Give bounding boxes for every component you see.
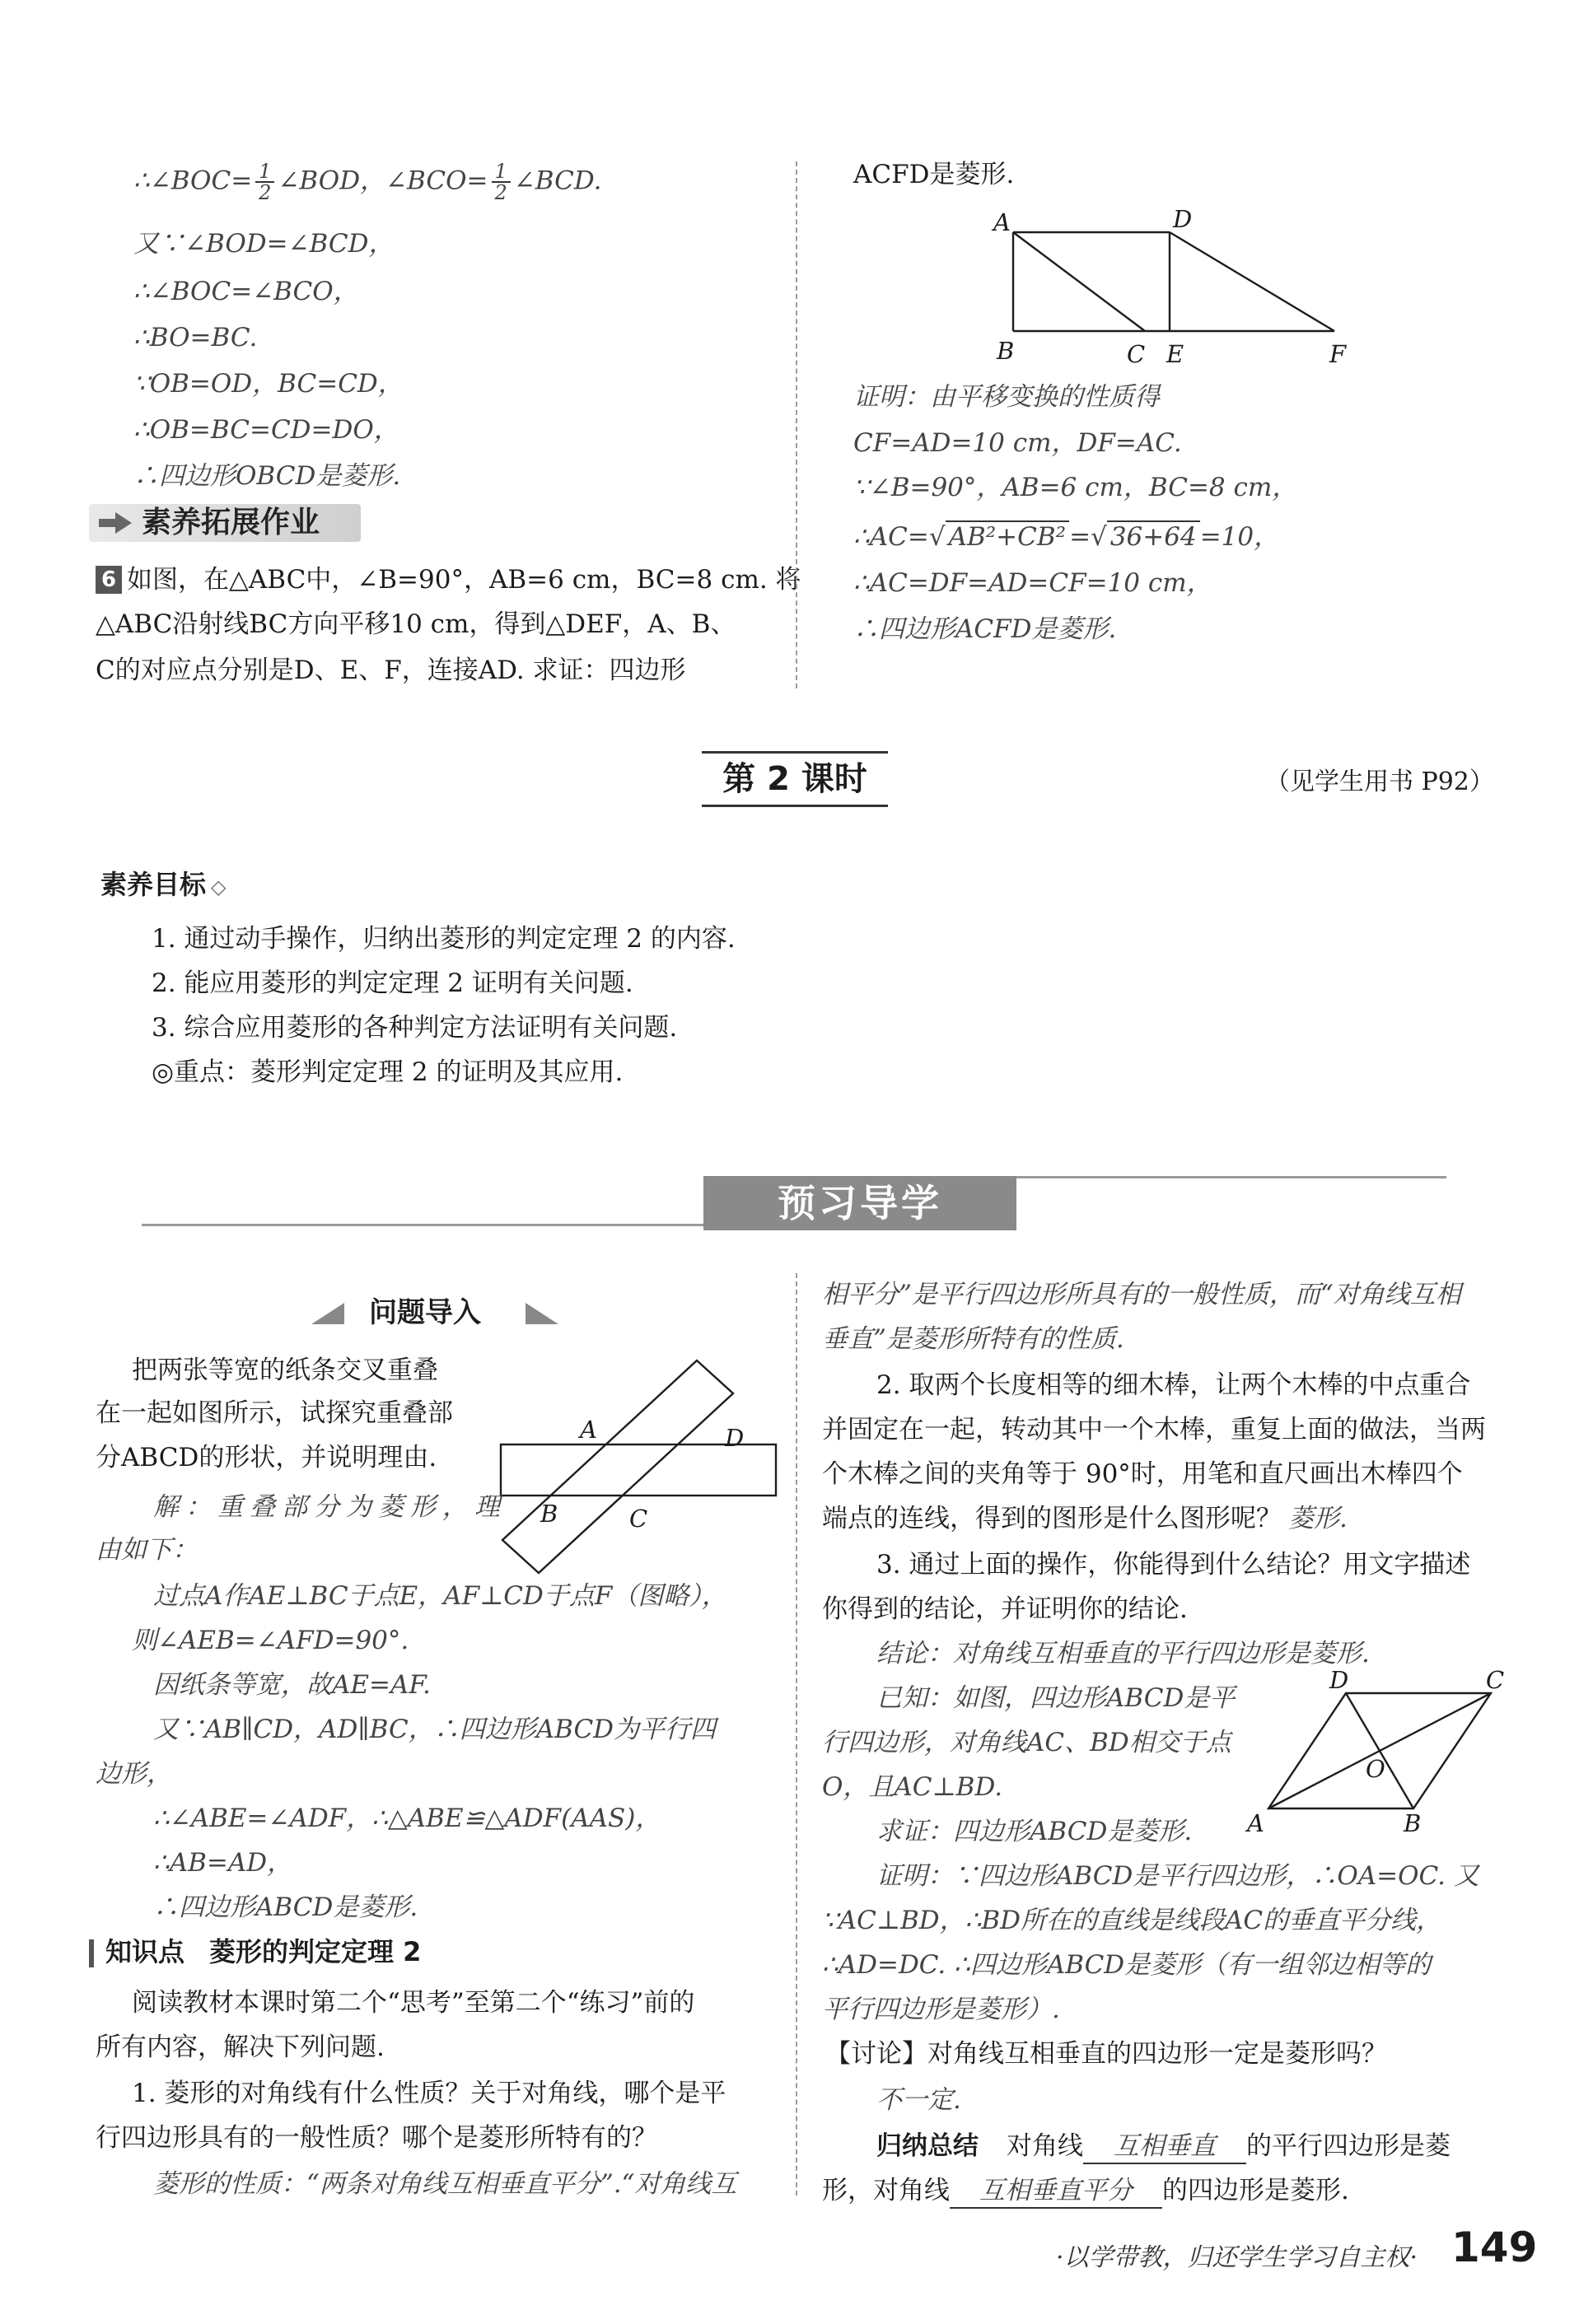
proof-text: ∠BOD，∠BCO=	[278, 166, 488, 196]
proof-line: ∴AC=DF=AD=CF=10 cm，	[853, 568, 1212, 598]
fraction-numerator: 1	[492, 161, 511, 183]
given-line: O，且AC⊥BD.	[822, 1772, 1003, 1802]
goal-item: 3. 综合应用菱形的各种判定方法证明有关问题.	[152, 1013, 678, 1043]
summary-text: 的平行四边形是菱	[1246, 2131, 1451, 2161]
knowledge-line: 所有内容，解决下列问题.	[96, 2032, 385, 2062]
goal-key-point: ◎重点：菱形判定定理 2 的证明及其应用.	[152, 1057, 624, 1087]
strip-label-d: D	[725, 1424, 745, 1452]
q2-line: 并固定在一起，转动其中一个木棒，重复上面的做法，当两	[822, 1415, 1486, 1444]
rc-proof-line: 平行四边形是菱形）.	[822, 1995, 1060, 2024]
q2-answer: 菱形.	[1288, 1504, 1348, 1533]
para-label-d: D	[1329, 1670, 1349, 1694]
diamond-icon: ◇	[211, 875, 227, 898]
proof-line: ∴BO=BC.	[133, 323, 258, 352]
intro-title: 问题导入	[369, 1296, 481, 1329]
preview-rule-right	[1016, 1176, 1446, 1178]
q2-text: 端点的连线，得到的图形是什么图形呢？	[822, 1504, 1282, 1533]
vertex-label-f: F	[1329, 340, 1347, 368]
proof-line: ∴∠BOC=∠BCO，	[133, 277, 359, 306]
proof-text: ∠BCD.	[513, 166, 602, 196]
knowledge-label: 知识点	[105, 1936, 185, 1967]
solution-line: 过点A作AE⊥BC于点E，AF⊥CD于点F（图略），	[153, 1581, 727, 1611]
footer-motto: ·以学带教，归还学生学习自主权·	[1056, 2243, 1418, 2272]
summary-text: 的四边形是菱形.	[1162, 2176, 1349, 2205]
lesson-reference: （见学生用书 P92）	[1265, 768, 1494, 796]
header-bar	[89, 1939, 94, 1967]
prove-line: 求证：四边形ABCD是菱形.	[876, 1817, 1193, 1846]
solution-line: 边形，	[96, 1759, 172, 1789]
strip-label-a: A	[580, 1416, 597, 1444]
discuss-line: 【讨论】对角线互相垂直的四边形一定是菱形吗？	[825, 2039, 1387, 2069]
fill-blank-1: 互相垂直	[1083, 2130, 1246, 2164]
page-number: 149	[1451, 2224, 1538, 2271]
solution-line: 又∵AB∥CD，AD∥BC，∴四边形ABCD为平行四	[153, 1715, 717, 1744]
knowledge-line: 行四边形具有的一般性质？哪个是菱形所特有的？	[96, 2123, 657, 2153]
problem-6-line-2: △ABC沿射线BC方向平移10 cm，得到△DEF，A、B、	[96, 609, 736, 639]
fraction-numerator: 1	[255, 161, 274, 183]
vertex-label-b: B	[997, 337, 1015, 365]
goal-item: 1. 通过动手操作，归纳出菱形的判定定理 2 的内容.	[152, 924, 736, 954]
triangle-right-icon	[526, 1303, 558, 1324]
problem-number-badge: 6	[96, 566, 122, 594]
solution-line: 由如下：	[96, 1535, 198, 1565]
solution-line: 解：重叠部分为菱形，理	[153, 1492, 507, 1522]
triangle-left-icon	[311, 1303, 344, 1324]
proof-line: CF=AD=10 cm，DF=AC.	[853, 428, 1182, 458]
proof-text: =10，	[1199, 522, 1280, 552]
proof-line-sqrt: ∴AC=√ AB²+CB² =√ 36+64 =10，	[853, 522, 1280, 552]
solution-line: 则∠AEB=∠AFD=90°.	[132, 1626, 409, 1655]
knowledge-point-header	[89, 1934, 421, 1970]
fraction-denominator: 2	[259, 181, 272, 204]
intro-line: 把两张等宽的纸条交叉重叠	[132, 1356, 438, 1385]
solution-line: ∴∠ABE=∠ADF，∴△ABE≌△ADF(AAS)，	[153, 1804, 661, 1833]
intro-line: 分ABCD的形状，并说明理由.	[96, 1443, 437, 1472]
q2-line: 2. 取两个长度相等的细木棒，让两个木棒的中点重合	[876, 1370, 1471, 1400]
arrow-icon	[97, 511, 133, 535]
problem-6-line-3: C的对应点分别是D、E、F，连接AD. 求证：四边形	[96, 656, 686, 685]
solution-line: ∴AB=AD，	[153, 1848, 293, 1878]
strip-label-b: B	[540, 1500, 558, 1528]
summary-line-2	[822, 2174, 1349, 2209]
proof-line: ∵∠B=90°，AB=6 cm，BC=8 cm，	[853, 473, 1298, 502]
rc-line: 垂直”是菱形所特有的性质.	[822, 1324, 1124, 1354]
summary-text: 对角线	[1007, 2131, 1083, 2161]
proof-line: 证明：由平移变换的性质得	[853, 382, 1160, 412]
column-divider	[796, 1273, 797, 2196]
summary-text: 形，对角线	[822, 2176, 950, 2205]
paper-strips-figure	[493, 1342, 781, 1581]
discuss-answer: 不一定.	[876, 2085, 961, 2115]
solution-line: ∴四边形ABCD是菱形.	[153, 1892, 418, 1922]
vertex-label-c: C	[1127, 340, 1146, 368]
knowledge-line: 1. 菱形的对角线有什么性质？关于对角线，哪个是平	[132, 2079, 726, 2108]
problem-6-line-1	[96, 563, 801, 596]
summary-line-1	[876, 2130, 1451, 2164]
proof-line: ∴四边形OBCD是菱形.	[133, 461, 401, 491]
vertex-label-a: A	[993, 208, 1011, 236]
problem-text: 如图，在△ABC中，∠B=90°，AB=6 cm，BC=8 cm. 将	[127, 565, 801, 595]
proof-line: ∴四边形ACFD是菱形.	[853, 614, 1117, 644]
knowledge-title: 菱形的判定定理 2	[209, 1936, 422, 1967]
para-label-a: A	[1247, 1809, 1264, 1835]
vertex-label-d: D	[1173, 206, 1193, 233]
given-line: 已知：如图，四边形ABCD是平	[876, 1683, 1236, 1713]
goals-title-text: 素养目标	[100, 869, 207, 900]
ext-homework-title: 素养拓展作业	[142, 506, 320, 539]
para-label-o: O	[1366, 1755, 1385, 1783]
rc-proof-line: ∴AD=DC. ∴四边形ABCD是菱形（有一组邻边相等的	[822, 1950, 1432, 1980]
rc-proof-line: ∵AC⊥BD，∴BD所在的直线是线段AC的垂直平分线，	[822, 1906, 1442, 1935]
rc-line: 相平分”是平行四边形所具有的一般性质，而“对角线互相	[822, 1280, 1461, 1309]
intro-line: 在一起如图所示，试探究重叠部	[96, 1398, 453, 1428]
column-divider	[796, 161, 797, 688]
fraction-denominator: 2	[494, 181, 507, 204]
fill-blank-2: 互相垂直平分	[950, 2174, 1162, 2209]
radicand: AB²+CB²	[946, 520, 1070, 552]
q3-line: 3. 通过上面的操作，你能得到什么结论？用文字描述	[876, 1550, 1471, 1580]
ext-homework-banner	[89, 504, 361, 542]
problem-6-line-4: ACFD是菱形.	[853, 160, 1015, 189]
proof-line: ∴OB=BC=CD=DO，	[133, 415, 399, 445]
knowledge-line: 阅读教材本课时第二个“思考”至第二个“练习”前的	[132, 1988, 695, 2018]
translation-figure	[985, 206, 1369, 371]
rc-proof-line: 证明：∵四边形ABCD是平行四边形，∴OA=OC. 又	[876, 1861, 1479, 1891]
q2-line-last	[822, 1502, 1348, 1535]
proof-line: 又∵∠BOD=∠BCD，	[133, 229, 395, 259]
proof-text: ∴AC=	[853, 522, 929, 552]
q3-line: 你得到的结论，并证明你的结论.	[822, 1594, 1188, 1624]
para-label-b: B	[1404, 1809, 1422, 1835]
lesson-title: 第 2 课时	[702, 751, 888, 807]
preview-title: 预习导学	[703, 1176, 1016, 1230]
summary-label: 归纳总结	[876, 2131, 979, 2161]
intro-title-box	[311, 1295, 558, 1331]
proof-text: =	[1069, 522, 1091, 552]
radicand: 36+64	[1107, 520, 1200, 552]
proof-line-1	[133, 161, 601, 203]
parallelogram-figure	[1244, 1670, 1512, 1835]
vertex-label-e: E	[1166, 340, 1184, 368]
goal-item: 2. 能应用菱形的判定定理 2 证明有关问题.	[152, 968, 633, 998]
strip-label-c: C	[629, 1505, 648, 1533]
para-label-c: C	[1486, 1670, 1505, 1694]
given-line: 行四边形，对角线AC、BD相交于点	[822, 1728, 1231, 1757]
goals-title	[100, 868, 226, 903]
solution-line: 因纸条等宽，故AE=AF.	[153, 1670, 431, 1700]
q2-line: 个木棒之间的夹角等于 90°时，用笔和直尺画出木棒四个	[822, 1459, 1463, 1489]
preview-rule-left	[142, 1224, 703, 1226]
proof-text: ∴∠BOC=	[133, 166, 253, 196]
fraction	[255, 161, 274, 203]
conclusion: 结论：对角线互相垂直的平行四边形是菱形.	[876, 1639, 1370, 1668]
fraction	[492, 161, 511, 203]
knowledge-line: 菱形的性质：“两条对角线互相垂直平分”.“对角线互	[153, 2169, 737, 2199]
proof-line: ∵OB=OD，BC=CD，	[133, 369, 404, 399]
